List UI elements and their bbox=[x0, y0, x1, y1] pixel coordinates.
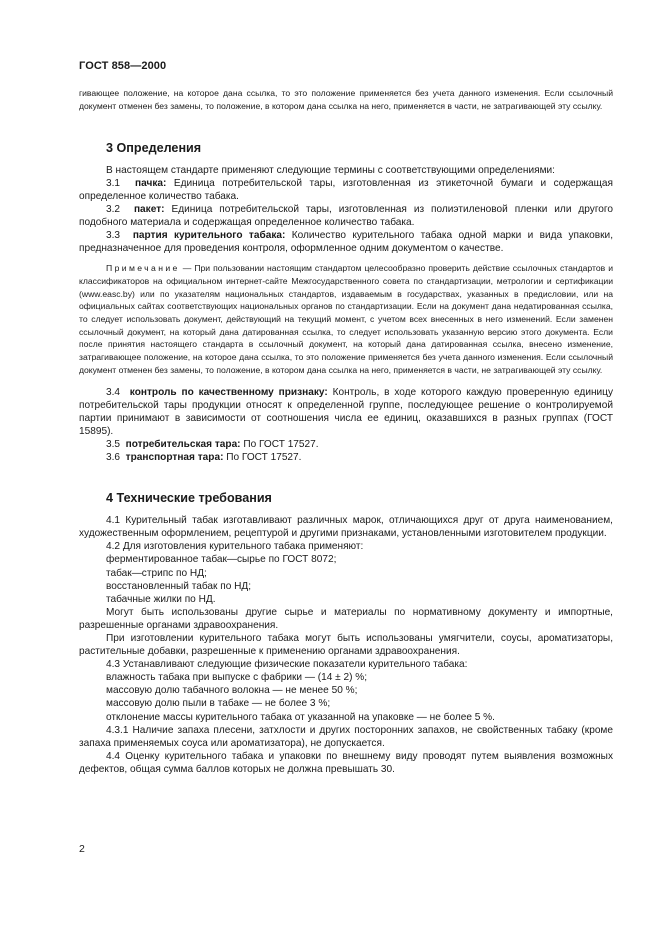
list-item: восстановленный табак по НД; bbox=[106, 580, 252, 592]
list-item: табак—стрипс по НД; bbox=[106, 567, 207, 579]
definition-term: пакет: bbox=[133, 203, 165, 215]
section-4-heading: 4 Технические требования bbox=[106, 491, 272, 506]
page-content bbox=[79, 87, 613, 776]
paragraph: 4.3.1 Наличие запаха плесени, затхлости и других посторонних запахов, не свойственных табаку (кроме запаха применяемых соуса или ароматизатора), не допускается. bbox=[79, 724, 613, 749]
definition-text: По ГОСТ 17527. bbox=[223, 452, 302, 464]
list-item: ферментированное табак—сырье по ГОСТ 8072; bbox=[106, 554, 337, 566]
paragraph: 4.1 Курительный табак изготавливают различных марок, отличающихся друг от друга наименованием, художественным оформлением, рецептурой и другими признаками, установленными изготовителем продукции. bbox=[79, 515, 613, 540]
list-item: массовую долю табачного волокна — не менее 50 %; bbox=[106, 685, 358, 697]
list-item: массовую долю пыли в табаке — не более 3 %; bbox=[106, 698, 331, 710]
paragraph: 4.4 Оценку курительного табака и упаковки по внешнему виду проводят путем выявления возможных дефектов, общая сумма баллов которых не должна превышать 30. bbox=[79, 750, 613, 775]
section-3-body-continued bbox=[79, 386, 613, 465]
definition-term: потребительская тара: bbox=[125, 438, 241, 450]
definition-term: партия курительного табака: bbox=[132, 230, 286, 242]
intro-fragment: гивающее положение, на которое дана ссылка, то это положение применяется без учета данного изменения. Если ссылочный документ отменен без замены, то положение, в котором дана ссылка на него, применяется в части, не затрагивающей эту ссылку. bbox=[79, 88, 613, 112]
definition-term: пачка: bbox=[135, 177, 167, 189]
definition-number: 3.4 bbox=[106, 386, 121, 398]
definition-number: 3.3 bbox=[106, 230, 121, 242]
definition-3-3 bbox=[79, 229, 613, 255]
definition-3-5 bbox=[79, 438, 613, 451]
definition-number: 3.6 bbox=[106, 452, 121, 464]
definition-text: Единица потребительской тары, изготовленная из этикеточной бумаги и содержащая определенное количество табака. bbox=[79, 177, 613, 202]
list-item: табачные жилки по НД. bbox=[106, 593, 216, 605]
note-paragraph bbox=[79, 262, 613, 376]
section-3-body bbox=[79, 164, 613, 256]
note-label: Примечание bbox=[106, 263, 180, 274]
section-4-body bbox=[79, 514, 613, 776]
paragraph: 4.2 Для изготовления курительного табака применяют: bbox=[106, 541, 364, 553]
definition-3-2 bbox=[79, 203, 613, 229]
definition-3-4 bbox=[79, 386, 613, 438]
page-number: 2 bbox=[79, 843, 85, 855]
definition-number: 3.2 bbox=[106, 203, 121, 215]
definition-text: По ГОСТ 17527. bbox=[240, 438, 319, 450]
definition-number: 3.1 bbox=[106, 177, 121, 189]
note-text: — При пользовании настоящим стандартом целесообразно проверить действие ссылочных стандартов и классификаторов на официальном интернет-сайте Межгосударственного совета по стандартизации, метрологии и сертификации (www.easc.by) или по указателям национальных стандартов, издаваемым в государствах, указанных в предисловии, или на официальных сайтах соответствующих национальных органов по стандартизации. Если на документ дана недатированная ссылка, то следует использовать документ, действующий на текущий момент, с учетом всех внесенных в него изменений. Если заменен ссылочный документ, на который дана датированная ссылка, то следует использовать указанную версию этого документа. Если после принятия настоящего стандарта в ссылочный документ, на который дана датированная ссылка, внесено изменение, затрагивающее положение, на которое дана ссылка, то это положение применяется без учета данного изменения. Если ссылочный документ отменен без замены, то положение, в котором дана ссылка на него, применяется в части, не затрагивающей эту ссылку. bbox=[79, 263, 613, 375]
definition-3-6 bbox=[79, 451, 613, 464]
definition-term: контроль по качественному признаку: bbox=[129, 386, 328, 398]
section-3-lead: В настоящем стандарте применяют следующие термины с соответствующими определениями: bbox=[106, 164, 555, 176]
paragraph: 4.3 Устанавливают следующие физические показатели курительного табака: bbox=[106, 659, 468, 671]
definition-text: Единица потребительской тары, изготовленная из полиэтиленовой пленки или другого подобного материала и содержащая определенное количество табака. bbox=[79, 203, 613, 228]
definition-number: 3.5 bbox=[106, 438, 121, 450]
definition-3-1 bbox=[79, 177, 613, 203]
definition-text: Контроль, в ходе которого каждую проверенную единицу потребительской тары продукции относят к определенной группе, последующее решение о контролируемой партии принимают в зависимости от соотношения числа ее единиц, оказавшихся в разных группах (ГОСТ 15895). bbox=[79, 386, 613, 437]
section-3-heading: 3 Определения bbox=[106, 140, 202, 155]
paragraph: Могут быть использованы другие сырье и материалы по нормативному документу и импортные, разрешенные органами здравоохранения. bbox=[79, 606, 613, 631]
list-item: влажность табака при выпуске с фабрики — (14 ± 2) %; bbox=[106, 672, 368, 684]
list-item: отклонение массы курительного табака от указанной на упаковке — не более 5 %. bbox=[106, 711, 495, 723]
page-header: ГОСТ 858—2000 bbox=[79, 60, 167, 72]
definition-text: Количество курительного табака одной марки и вида упаковки, предназначенное для проведения контроля, оформленное одним документом о качестве. bbox=[79, 230, 613, 255]
paragraph: При изготовлении курительного табака могут быть использованы умягчители, соусы, ароматизаторы, растительные добавки, разрешенные к применению органами здравоохранения. bbox=[79, 632, 613, 658]
definition-term: транспортная тара: bbox=[125, 452, 224, 464]
